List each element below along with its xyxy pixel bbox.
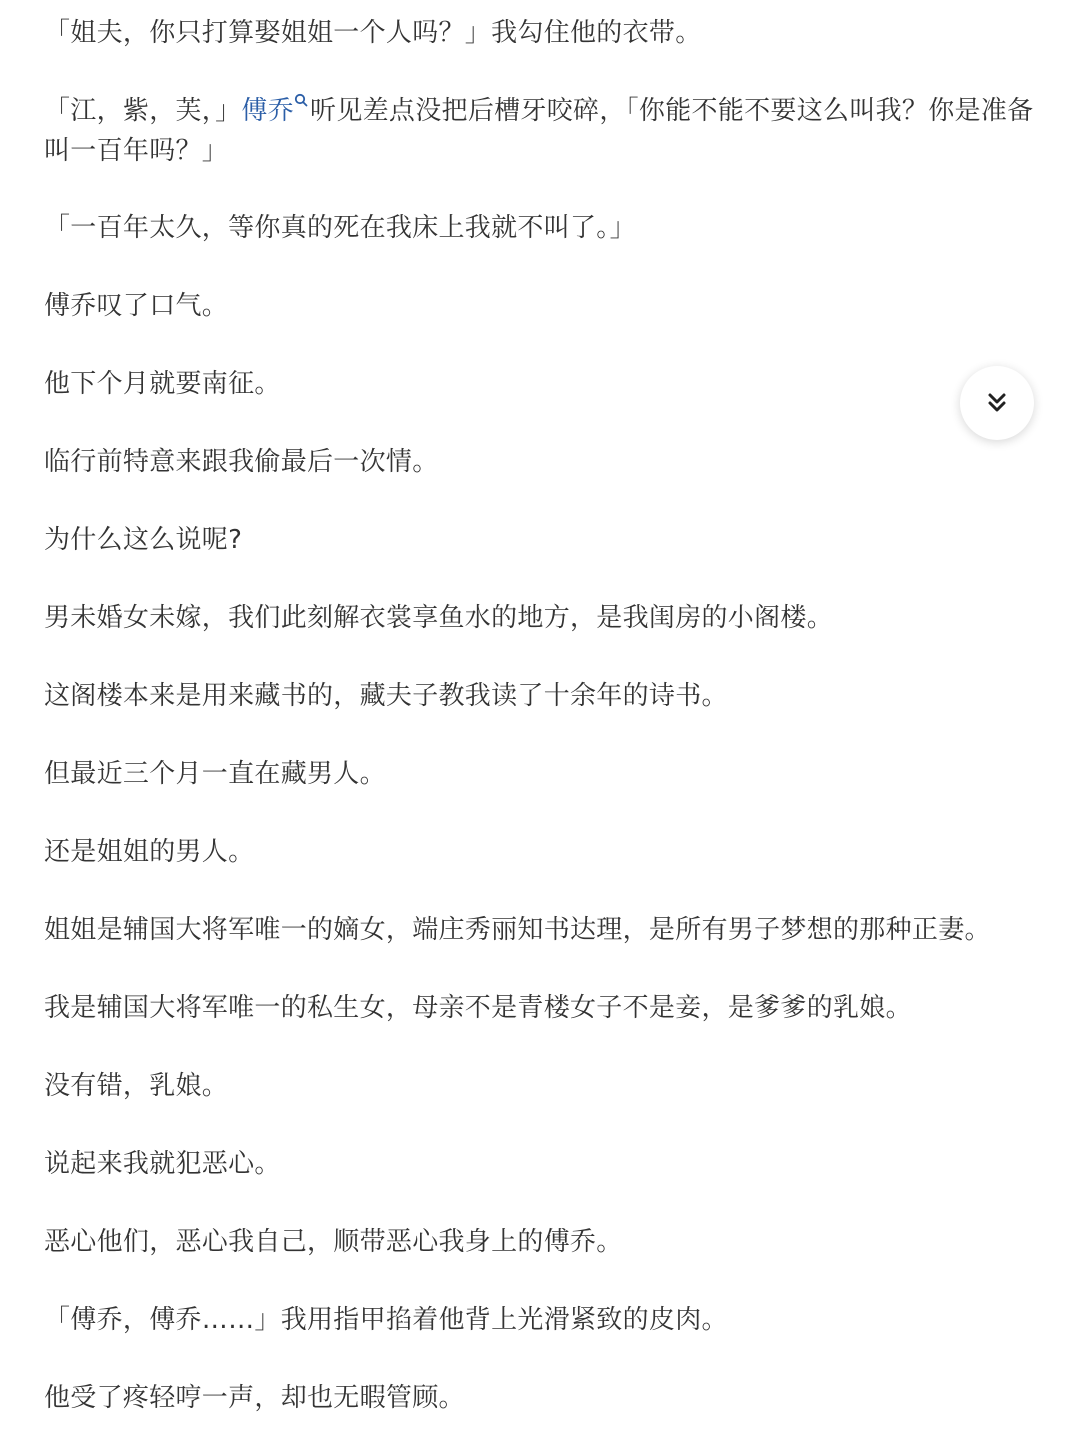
paragraph: 「一百年太久，等你真的死在我床上我就不叫了。」 xyxy=(44,213,636,243)
paragraph: 没有错，乳娘。 xyxy=(44,1071,229,1101)
paragraph: 为什么这么说呢? xyxy=(44,525,243,555)
paragraph: 但最近三个月一直在藏男人。 xyxy=(44,759,386,789)
paragraph: 这阁楼本来是用来藏书的，藏夫子教我读了十余年的诗书。 xyxy=(44,681,728,711)
paragraph xyxy=(44,91,1036,171)
double-chevron-down-icon xyxy=(986,392,1008,414)
paragraph: 临行前特意来跟我偷最后一次情。 xyxy=(44,447,439,477)
paragraph: 姐姐是辅国大将军唯一的嫡女，端庄秀丽知书达理，是所有男子梦想的那种正妻。 xyxy=(44,915,991,945)
scroll-down-button[interactable] xyxy=(960,366,1034,440)
paragraph: 恶心他们，恶心我自己，顺带恶心我身上的傅乔。 xyxy=(44,1227,623,1257)
paragraph: 男未婚女未嫁，我们此刻解衣裳享鱼水的地方，是我闺房的小阁楼。 xyxy=(44,603,834,633)
paragraph: 说起来我就犯恶心。 xyxy=(44,1149,281,1179)
search-icon[interactable] xyxy=(294,93,308,111)
paragraph: 他下个月就要南征。 xyxy=(44,369,281,399)
paragraph: 我是辅国大将军唯一的私生女，母亲不是青楼女子不是妾，是爹爹的乳娘。 xyxy=(44,993,912,1023)
paragraph: 傅乔叹了口气。 xyxy=(44,291,229,321)
paragraph: 他受了疼轻哼一声，却也无暇管顾。 xyxy=(44,1383,465,1413)
paragraph: 「姐夫，你只打算娶姐姐一个人吗？」我勾住他的衣带。 xyxy=(44,18,702,48)
paragraph-text: 「江，紫，芙，」 xyxy=(44,96,242,126)
paragraph: 「傅乔，傅乔……」我用指甲掐着他背上光滑紧致的皮肉。 xyxy=(44,1305,728,1335)
paragraph-text: 听见差点没把后槽牙咬碎，「你能不能不要这么叫我？你是准备叫一百年吗？」 xyxy=(44,96,1034,166)
paragraph: 还是姐姐的男人。 xyxy=(44,837,255,867)
keyword-link-fuqiao[interactable]: 傅乔 xyxy=(241,96,295,126)
